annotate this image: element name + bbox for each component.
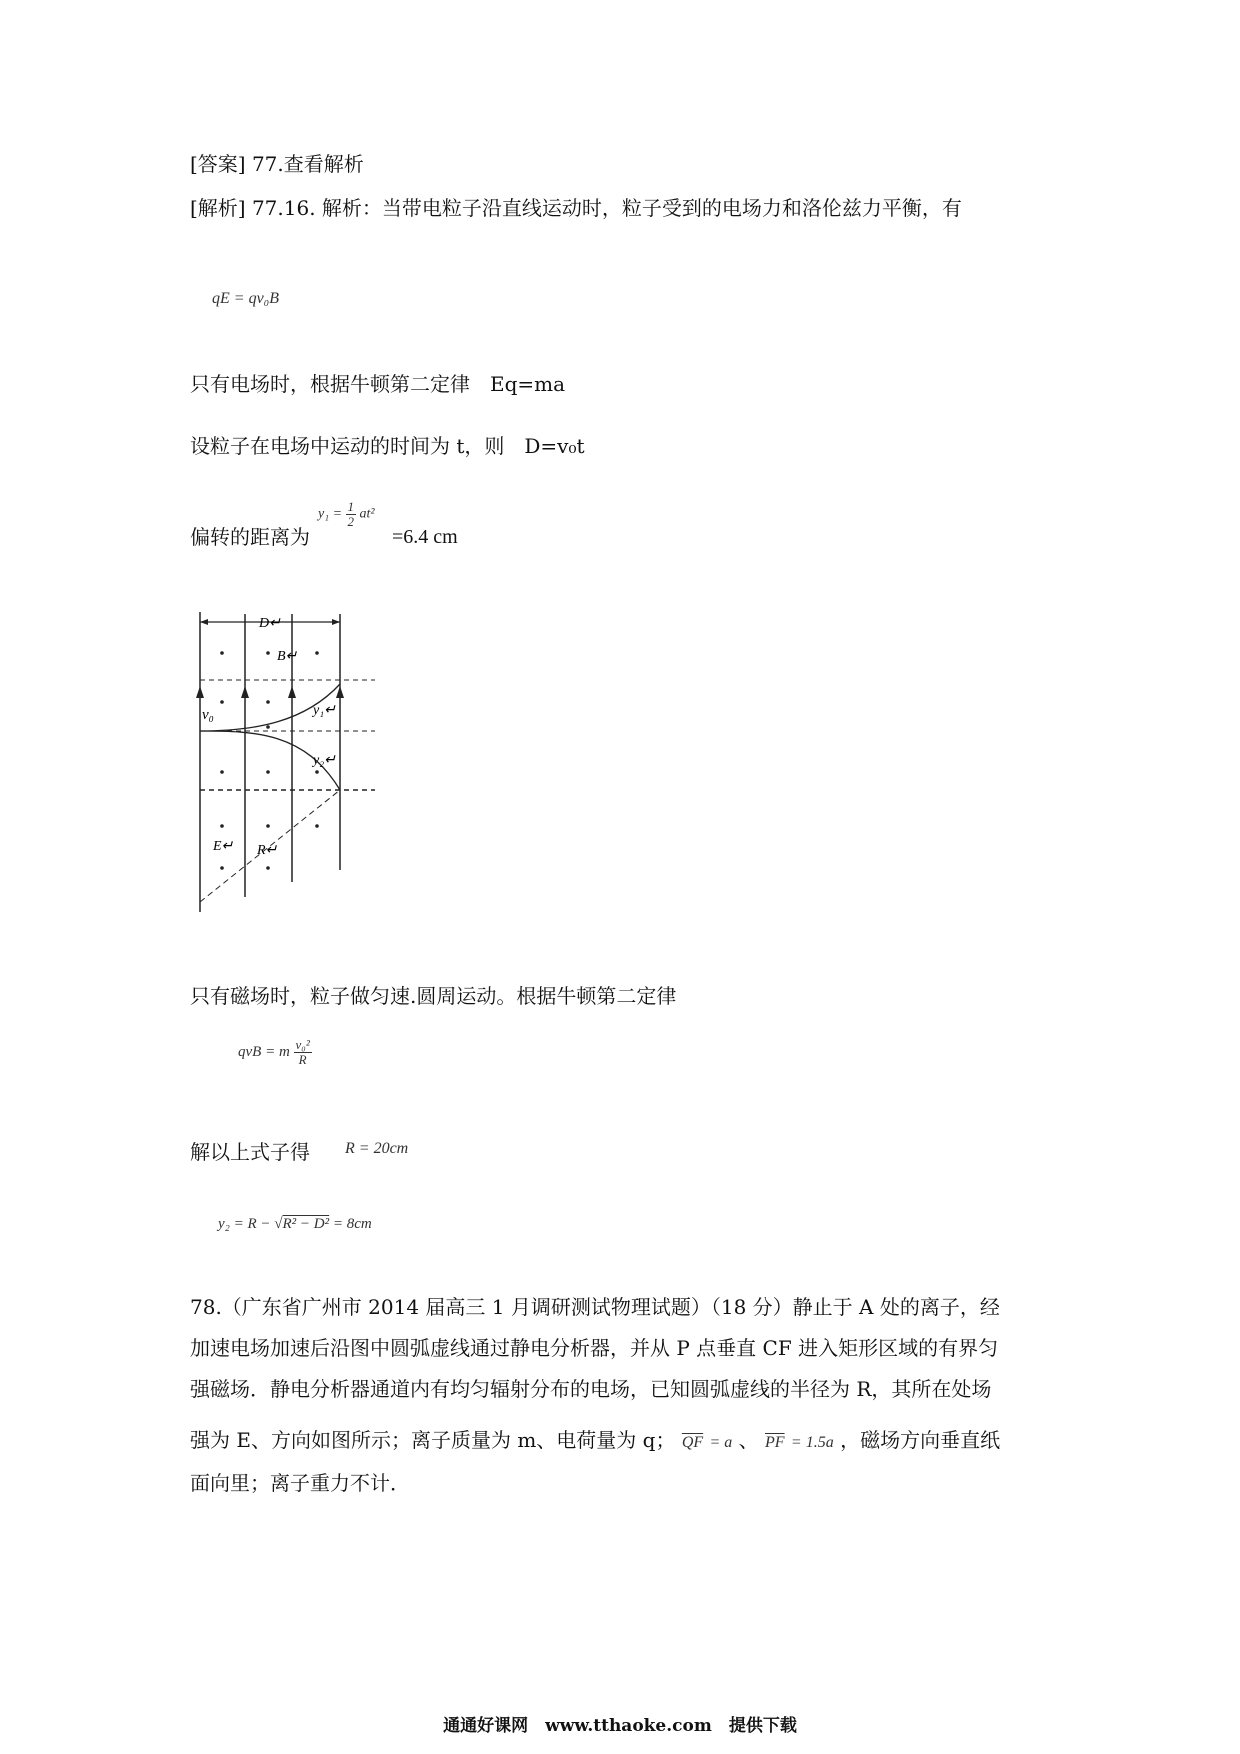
problem-78-line-5: 面向里；离子重力不计．	[190, 1471, 410, 1495]
equation-magnetic: qvB = m $\frac{\text{v₀²}}{R}$	[238, 1037, 310, 1067]
label-E: E↵	[213, 839, 234, 854]
analysis-line: [解析] 77.16. 解析：当带电粒子沿直线运动时，粒子受到的电场力和洛伦兹力平衡，有	[190, 196, 962, 220]
deflection-label: 偏转的距离为	[190, 525, 310, 549]
qf-segment: $\overline{QF}$	[681, 1434, 704, 1451]
magnetic-field-dots	[220, 651, 319, 870]
field-arrow-2	[241, 686, 249, 698]
label-R: R↵	[257, 843, 278, 858]
equation-R: R = 20cm	[345, 1140, 409, 1157]
equation-force-balance: qE = qv₀B	[212, 290, 280, 307]
field-arrow-3	[288, 686, 296, 698]
pf-segment: $\overline{PF}$	[765, 1434, 785, 1451]
time-line: 设粒子在电场中运动的时间为 t，则 D=v₀t	[190, 434, 585, 458]
label-y2: y₂↵	[313, 753, 336, 768]
label-B: B↵	[277, 649, 298, 664]
deflection-value: =6.4 cm	[392, 526, 458, 548]
field-arrow-1	[196, 686, 204, 698]
field-diagram	[185, 612, 395, 912]
problem-78	[190, 1287, 1060, 1504]
label-v0: v₀	[202, 707, 214, 723]
answer-line: [答案] 77.查看解析	[190, 152, 364, 176]
dimension-arrow-left	[200, 619, 208, 625]
solve-line: 解以上式子得	[190, 1140, 310, 1164]
problem-78-line-3: 强磁场．静电分析器通道内有均匀辐射分布的电场，已知圆弧虚线的半径为 R，其所在处场	[190, 1377, 992, 1401]
deflection-formula: y₁ = $\frac{1}{2}$ at²	[318, 499, 375, 529]
electric-only-line: 只有电场时，根据牛顿第二定律 Eq=ma	[190, 372, 566, 396]
dimension-arrow-right	[332, 619, 340, 625]
problem-78-line-1: 78.（广东省广州市 2014 届高三 1 月调研测试物理试题）（18 分）静止于 A 处的离子，经	[190, 1295, 1000, 1319]
problem-78-line-2: 加速电场加速后沿图中圆弧虚线通过静电分析器，并从 P 点垂直 CF 进入矩形区域的有界匀	[190, 1336, 999, 1360]
label-y1: y₁↵	[313, 703, 336, 718]
magnetic-only-line: 只有磁场时，粒子做匀速.圆周运动。根据牛顿第二定律	[190, 984, 677, 1008]
equation-y2: y₂ = R − √R² − D² = 8cm	[218, 1216, 372, 1232]
label-D: D↵	[259, 616, 281, 631]
problem-78-line-4: 强为 E、方向如图所示；离子质量为 m、电荷量为 q； $\overline{QF} = a$ 、 $\overline{PF} = 1.5a$ ，磁场方向垂直纸	[190, 1428, 1001, 1452]
footer-source: 通通好课网 www.tthaoke.com 提供下载	[443, 1716, 797, 1736]
